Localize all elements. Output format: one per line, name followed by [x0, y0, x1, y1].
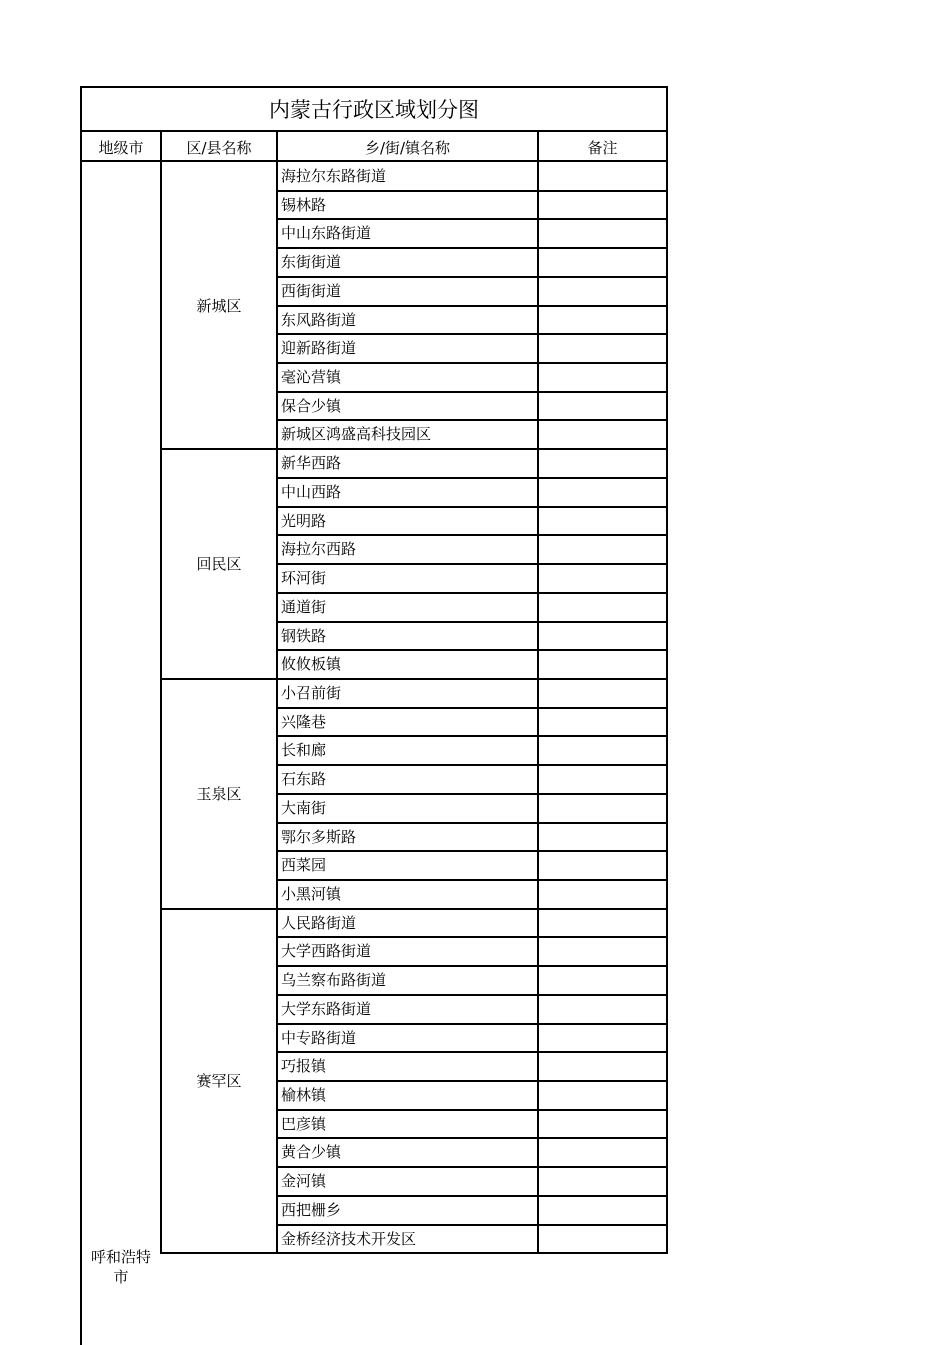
header-district: 区/县名称	[186, 138, 252, 157]
district-border	[161, 908, 278, 910]
row-border	[277, 592, 668, 594]
street-name: 锡林路	[281, 195, 327, 214]
street-name: 金河镇	[281, 1172, 327, 1191]
row-border	[277, 391, 668, 393]
note-cell	[539, 1025, 665, 1052]
note-cell	[539, 565, 665, 592]
note-cell	[539, 709, 665, 736]
note-cell	[539, 651, 665, 678]
street-name: 钢铁路	[281, 626, 327, 645]
note-cell	[539, 364, 665, 391]
row-border	[277, 707, 668, 709]
table-right-border	[666, 86, 668, 1254]
row-border	[277, 793, 668, 795]
row-border	[277, 362, 668, 364]
street-name: 攸攸板镇	[281, 655, 342, 674]
street-name: 石东路	[281, 770, 327, 789]
row-border	[277, 1109, 668, 1111]
row-border	[277, 1224, 668, 1226]
street-name: 海拉尔西路	[281, 540, 357, 559]
street-name: 西菜园	[281, 856, 327, 875]
row-border	[277, 333, 668, 335]
row-border	[277, 534, 668, 536]
row-border	[277, 1080, 668, 1082]
note-cell	[539, 220, 665, 247]
row-border	[277, 1023, 668, 1025]
street-name: 乌兰察布路街道	[281, 971, 387, 990]
note-cell	[539, 249, 665, 276]
street-column-border	[537, 130, 539, 1254]
row-border	[277, 994, 668, 996]
street-name: 中山东路街道	[281, 224, 372, 243]
row-border	[277, 936, 668, 938]
city-left-border	[80, 86, 82, 1345]
district-border	[161, 448, 278, 450]
district-name: 赛罕区	[196, 1071, 242, 1090]
street-name: 环河街	[281, 569, 327, 588]
row-border	[277, 477, 668, 479]
street-name: 海拉尔东路街道	[281, 167, 387, 185]
city-name-line2: 市	[113, 1268, 129, 1286]
street-name: 金桥经济技术开发区	[281, 1229, 417, 1248]
street-name: 长和廊	[281, 741, 327, 760]
row-border	[277, 506, 668, 508]
header-bottom-border	[80, 160, 668, 162]
note-cell	[539, 307, 665, 334]
row-border	[277, 1252, 668, 1254]
row-border	[277, 305, 668, 307]
street-name: 鄂尔多斯路	[281, 827, 357, 846]
row-border	[277, 822, 668, 824]
street-name: 新华西路	[281, 454, 342, 473]
note-cell	[539, 1197, 665, 1224]
note-cell	[539, 278, 665, 305]
note-cell	[539, 479, 665, 506]
table-title: 内蒙古行政区域划分图	[269, 98, 479, 122]
note-cell	[539, 508, 665, 535]
note-cell	[539, 163, 665, 190]
street-name: 中专路街道	[281, 1028, 357, 1047]
district-border	[161, 678, 278, 680]
header-city: 地级市	[98, 138, 144, 157]
street-name: 兴隆巷	[281, 712, 327, 731]
note-cell	[539, 1111, 665, 1138]
header-street: 乡/街/镇名称	[364, 138, 451, 157]
row-border	[277, 563, 668, 565]
city-column-border	[160, 130, 162, 1254]
street-name: 西街街道	[281, 281, 342, 300]
note-cell	[539, 938, 665, 965]
note-cell	[539, 852, 665, 879]
row-border	[277, 764, 668, 766]
note-cell	[539, 737, 665, 764]
row-border	[277, 448, 668, 450]
row-border	[277, 678, 668, 680]
row-border	[277, 1137, 668, 1139]
row-border	[277, 247, 668, 249]
note-cell	[539, 450, 665, 477]
district-column-border	[276, 130, 278, 1254]
row-border	[277, 276, 668, 278]
district-name: 玉泉区	[196, 784, 242, 803]
note-cell	[539, 393, 665, 420]
row-border	[277, 1051, 668, 1053]
row-border	[277, 190, 668, 192]
district-border	[161, 1252, 278, 1254]
row-border	[277, 621, 668, 623]
row-border	[277, 1166, 668, 1168]
note-cell	[539, 996, 665, 1023]
street-name: 东街街道	[281, 253, 342, 272]
row-border	[277, 879, 668, 881]
street-name: 通道街	[281, 597, 327, 616]
street-name: 巴彦镇	[281, 1114, 327, 1133]
street-name: 大学东路街道	[281, 999, 372, 1018]
street-name: 毫沁营镇	[281, 368, 342, 387]
table-top-border	[80, 86, 668, 88]
street-name: 大南街	[281, 798, 327, 817]
note-cell	[539, 766, 665, 793]
street-name: 新城区鸿盛高科技园区	[281, 425, 432, 444]
title-bottom-border	[80, 130, 668, 132]
district-name: 回民区	[196, 554, 242, 573]
street-name: 大学西路街道	[281, 942, 372, 961]
note-cell	[539, 1139, 665, 1166]
street-name: 小黑河镇	[281, 885, 342, 903]
note-cell	[539, 1168, 665, 1195]
row-border	[277, 419, 668, 421]
note-cell	[539, 1082, 665, 1109]
note-cell	[539, 335, 665, 362]
street-name: 中山西路	[281, 482, 342, 501]
street-name: 巧报镇	[281, 1057, 327, 1076]
note-cell	[539, 594, 665, 621]
street-name: 保合少镇	[281, 396, 342, 415]
street-name: 西把栅乡	[281, 1200, 342, 1219]
city-name	[82, 1247, 160, 1287]
note-cell	[539, 910, 665, 937]
street-name: 黄合少镇	[281, 1143, 342, 1162]
street-name: 人民路街道	[281, 913, 357, 932]
note-cell	[539, 1226, 665, 1253]
note-cell	[539, 192, 665, 219]
note-cell	[539, 795, 665, 822]
header-note: 备注	[587, 138, 618, 157]
street-name: 光明路	[281, 511, 327, 530]
note-cell	[539, 536, 665, 563]
city-name-line1: 呼和浩特	[90, 1248, 151, 1266]
row-border	[277, 908, 668, 910]
row-border	[277, 649, 668, 651]
note-cell	[539, 967, 665, 994]
note-cell	[539, 680, 665, 707]
note-cell	[539, 824, 665, 851]
row-border	[277, 965, 668, 967]
street-name: 榆林镇	[281, 1086, 327, 1105]
row-border	[277, 735, 668, 737]
street-name: 东风路街道	[281, 310, 357, 329]
street-name: 小召前街	[281, 683, 342, 702]
note-cell	[539, 421, 665, 448]
district-name: 新城区	[196, 296, 242, 315]
row-border	[277, 1195, 668, 1197]
note-cell	[539, 623, 665, 650]
row-border	[277, 850, 668, 852]
street-name: 迎新路街道	[281, 339, 357, 358]
note-cell	[539, 881, 665, 908]
note-cell	[539, 1053, 665, 1080]
row-border	[277, 218, 668, 220]
